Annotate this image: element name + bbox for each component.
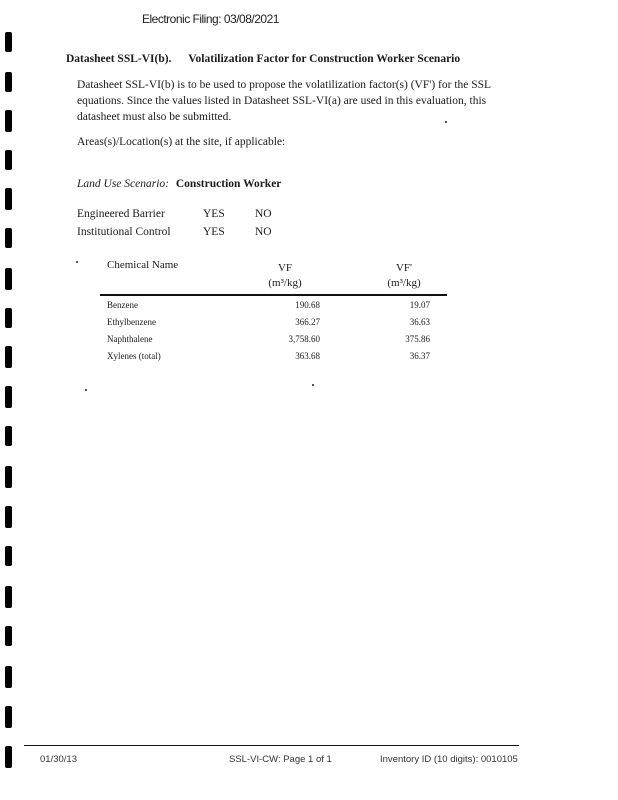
table-header-rule [100, 294, 447, 296]
datasheet-title: Volatilization Factor for Construction Worker Scenario [188, 53, 461, 65]
chemical-name: Benzene [107, 300, 138, 310]
header-vf-prime-unit: (m³/kg) [387, 277, 421, 289]
option-no-institutional[interactable]: NO [255, 226, 272, 238]
vf-value: 190.68 [295, 300, 320, 310]
areas-label: Areas(s)/Location(s) at the site, if applicable: [77, 136, 286, 148]
vf-value: 3,758.60 [288, 334, 320, 344]
datasheet-heading [66, 53, 460, 65]
header-vf-unit: (m³/kg) [268, 277, 302, 289]
vf-prime-value: 36.37 [409, 351, 430, 361]
vf-value: 363.68 [295, 351, 320, 361]
option-label-institutional: Institutional Control [77, 226, 171, 238]
header-vf-prime: VF' [395, 262, 413, 274]
header-chemical-name: Chemical Name [107, 259, 179, 271]
land-use-value: Construction Worker [175, 178, 282, 190]
option-no-barrier[interactable]: NO [255, 208, 272, 220]
chemical-name: Naphthalene [107, 334, 153, 344]
vf-value: 366.27 [295, 317, 320, 327]
scan-speck [76, 261, 78, 263]
option-yes-institutional[interactable]: YES [203, 226, 225, 238]
footer-date: 01/30/13 [40, 754, 77, 765]
scan-speck [85, 389, 87, 391]
intro-paragraph: Datasheet SSL-VI(b) is to be used to propose the volatilization factor(s) (VF') for the SSL equations. Since the values listed in Datasheet SSL-VI(a) are used in this evaluation, this datasheet must also be submitted. [77, 79, 491, 123]
scan-speck [312, 384, 314, 386]
datasheet-id: Datasheet SSL-VI(b). [66, 53, 172, 65]
footer-rule [24, 745, 519, 746]
footer-inventory: Inventory ID (10 digits): 0010105 [380, 754, 518, 765]
scan-speck [445, 121, 447, 123]
chemical-name: Xylenes (total) [107, 351, 161, 361]
filing-stamp: Electronic Filing: 03/08/2021 [142, 12, 279, 26]
vf-prime-value: 36.63 [409, 317, 430, 327]
option-label-barrier: Engineered Barrier [77, 208, 165, 220]
land-use-scenario [77, 178, 281, 190]
land-use-label: Land Use Scenario: [77, 178, 169, 190]
vf-prime-value: 375.86 [405, 334, 430, 344]
vf-prime-value: 19.07 [409, 300, 430, 310]
header-vf: VF [277, 262, 293, 274]
chemical-name: Ethylbenzene [107, 317, 156, 327]
option-yes-barrier[interactable]: YES [203, 208, 225, 220]
footer-page: SSL-VI-CW: Page 1 of 1 [229, 754, 332, 765]
